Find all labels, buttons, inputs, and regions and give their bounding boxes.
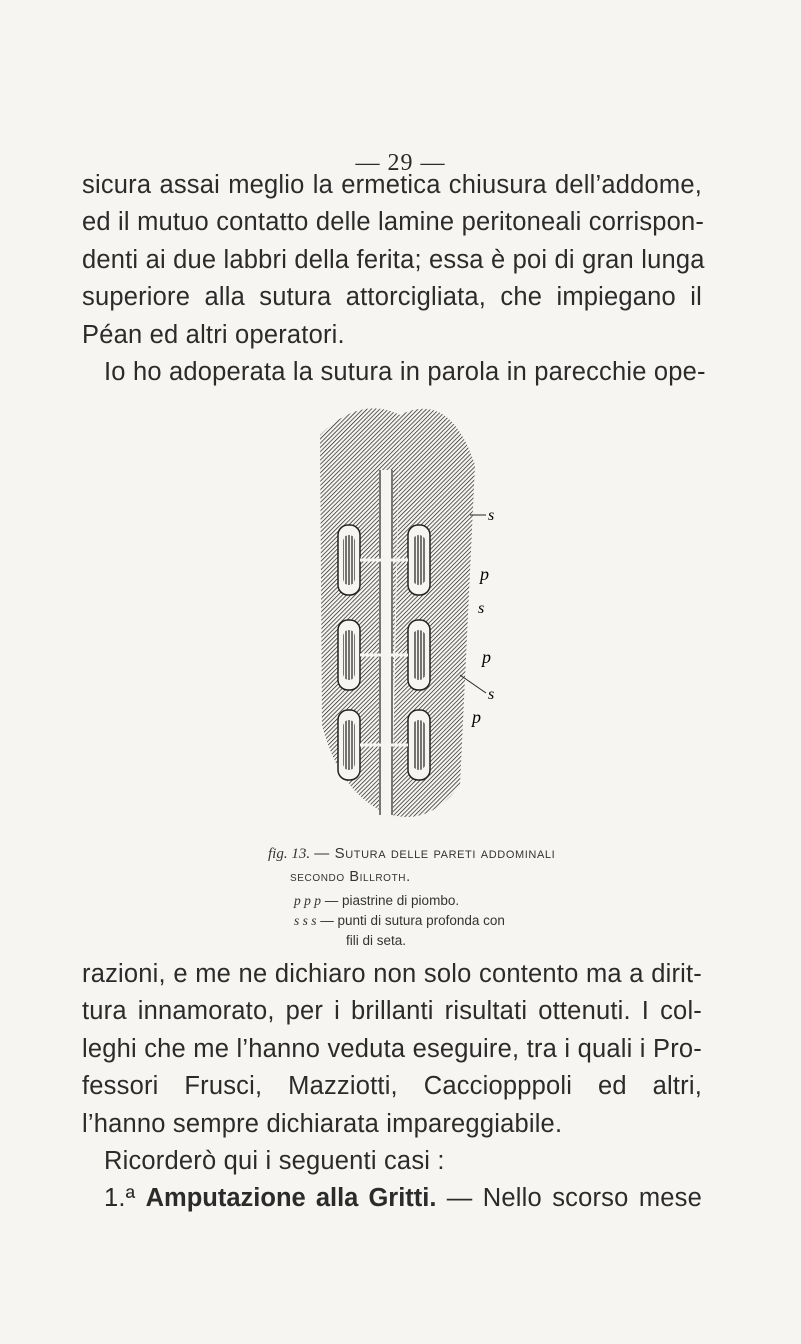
legend-text: — punti di sutura profonda con [320, 913, 505, 928]
caption-title [268, 845, 555, 863]
text-line: Ricorderò qui i seguenti casi : [104, 1147, 445, 1176]
label-p: p [482, 647, 491, 667]
figure-label: fig. 13. [268, 846, 311, 862]
text-line: Io ho adoperata la sutura in parola in parecchie ope- [104, 358, 706, 387]
lead-plate-fill [413, 535, 425, 585]
label-p: p [472, 707, 481, 727]
paragraph-1 [82, 167, 706, 391]
label-s: s [488, 507, 495, 524]
label-s: s [478, 600, 485, 617]
lead-plate-fill [343, 535, 355, 585]
text-line: fessori Frusci, Mazziotti, Cacciopppoli ed altri, [82, 1072, 702, 1101]
legend-key: p p p [294, 893, 321, 908]
caption-title-text: — Sutura delle pareti addominali [314, 845, 556, 862]
legend-item [294, 893, 459, 909]
text-line: ed il mutuo contatto delle lamine peritoneali corrispon- [82, 208, 705, 237]
legend-item [346, 933, 406, 948]
suture-illustration [300, 395, 540, 835]
lead-plate-fill [413, 630, 425, 680]
lead-plate-fill [343, 630, 355, 680]
text-line: razioni, e me ne dichiaro non solo contento ma a dirit- [82, 960, 702, 988]
text-line: tura innamorato, per i brillanti risultati ottenuti. I col- [82, 997, 702, 1026]
text-line: l’hanno sempre dichiarata impareggiabile. [82, 1109, 563, 1138]
text-line: sicura assai meglio la ermetica chiusura dell’addome, [82, 171, 702, 199]
caption-subtitle: secondo Billroth. [290, 869, 411, 885]
text-line: denti ai due labbri della ferita; essa è poi di gran lunga [82, 245, 705, 274]
text-line: superiore alla sutura attorcigliata, che impiegano il [82, 283, 702, 312]
label-p: p [480, 564, 489, 584]
text-line: Péan ed altri operatori. [82, 320, 345, 349]
text-line: leghi che me l’hanno veduta eseguire, tra i quali i Pro- [82, 1034, 702, 1063]
label-s: s [488, 686, 495, 703]
lead-plate-fill [413, 720, 425, 770]
right-tissue [392, 409, 475, 817]
legend-key: s s s [294, 913, 317, 928]
section-heading [82, 1180, 702, 1217]
paragraph-2 [82, 956, 702, 1218]
heading-number: 1.ª [104, 1184, 136, 1213]
lead-plate-fill [343, 720, 355, 770]
legend-text: — piastrine di piombo. [324, 893, 460, 908]
legend-text: fili di seta. [346, 933, 407, 948]
legend-item [294, 913, 505, 929]
heading-rest: — Nello scorso mese [446, 1184, 702, 1213]
heading-title: Amputazione alla Gritti. [145, 1184, 437, 1213]
page-number: — 29 — [355, 150, 446, 176]
